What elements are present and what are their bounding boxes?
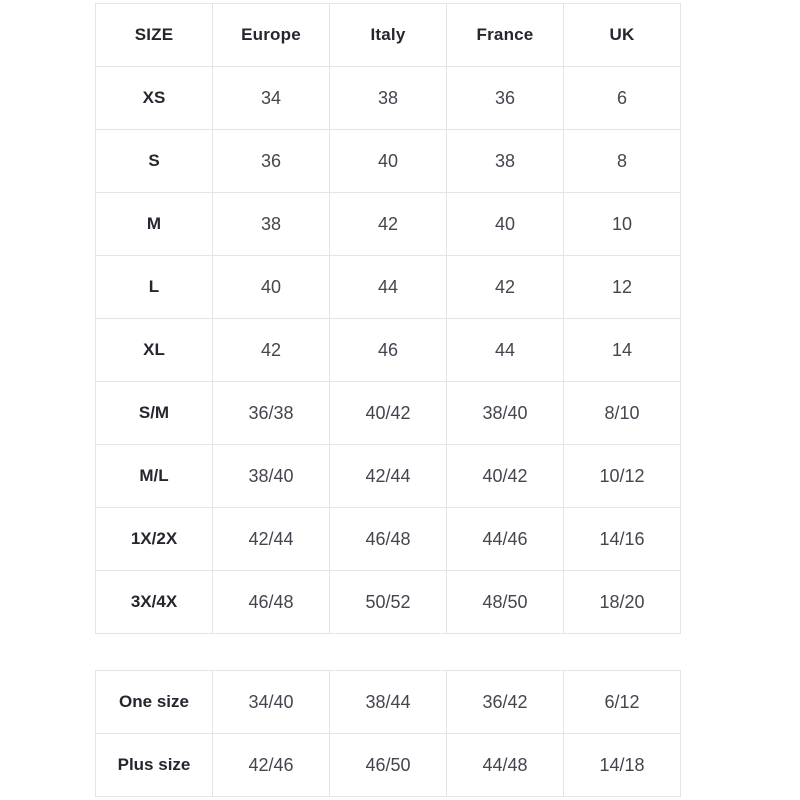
table-row-xl [96,319,681,382]
row-label: S [96,130,213,193]
cell-italy: 50/52 [330,571,447,634]
cell-uk: 14/18 [564,734,681,797]
cell-europe: 42/46 [213,734,330,797]
cell-uk: 14 [564,319,681,382]
cell-uk: 10/12 [564,445,681,508]
cell-europe: 38 [213,193,330,256]
cell-france: 36 [447,67,564,130]
cell-italy: 38/44 [330,671,447,734]
cell-italy: 46/48 [330,508,447,571]
table-row-l [96,256,681,319]
cell-italy: 44 [330,256,447,319]
col-header-size: SIZE [96,4,213,67]
row-label: XS [96,67,213,130]
header-row [96,4,681,67]
cell-europe: 46/48 [213,571,330,634]
cell-europe: 42/44 [213,508,330,571]
cell-italy: 40/42 [330,382,447,445]
table-row-3x4x [96,571,681,634]
cell-france: 44/48 [447,734,564,797]
row-label: L [96,256,213,319]
row-label: 3X/4X [96,571,213,634]
row-label: M/L [96,445,213,508]
cell-italy: 40 [330,130,447,193]
cell-uk: 12 [564,256,681,319]
table-row-one-size [96,671,681,734]
cell-france: 36/42 [447,671,564,734]
table-row-m [96,193,681,256]
cell-uk: 6/12 [564,671,681,734]
cell-france: 48/50 [447,571,564,634]
table-row-ml [96,445,681,508]
col-header-italy: Italy [330,4,447,67]
cell-europe: 42 [213,319,330,382]
cell-uk: 18/20 [564,571,681,634]
cell-italy: 46 [330,319,447,382]
row-label: 1X/2X [96,508,213,571]
special-sizes-table [95,670,681,797]
table-row-plus-size [96,734,681,797]
cell-france: 42 [447,256,564,319]
cell-uk: 6 [564,67,681,130]
cell-italy: 42 [330,193,447,256]
cell-uk: 10 [564,193,681,256]
cell-italy: 38 [330,67,447,130]
cell-france: 38 [447,130,564,193]
col-header-europe: Europe [213,4,330,67]
cell-france: 40/42 [447,445,564,508]
size-conversion-table [95,3,681,634]
cell-europe: 36 [213,130,330,193]
table-row-1x2x [96,508,681,571]
col-header-uk: UK [564,4,681,67]
cell-italy: 46/50 [330,734,447,797]
cell-france: 44/46 [447,508,564,571]
cell-europe: 34/40 [213,671,330,734]
cell-france: 44 [447,319,564,382]
cell-france: 40 [447,193,564,256]
cell-france: 38/40 [447,382,564,445]
cell-europe: 36/38 [213,382,330,445]
row-label: One size [96,671,213,734]
col-header-france: France [447,4,564,67]
size-conversion-area [95,3,681,797]
cell-italy: 42/44 [330,445,447,508]
row-label: Plus size [96,734,213,797]
row-label: XL [96,319,213,382]
table-row-xs [96,67,681,130]
table-row-sm [96,382,681,445]
cell-uk: 14/16 [564,508,681,571]
cell-europe: 38/40 [213,445,330,508]
cell-uk: 8/10 [564,382,681,445]
row-label: S/M [96,382,213,445]
table-row-s [96,130,681,193]
cell-europe: 40 [213,256,330,319]
cell-uk: 8 [564,130,681,193]
cell-europe: 34 [213,67,330,130]
row-label: M [96,193,213,256]
